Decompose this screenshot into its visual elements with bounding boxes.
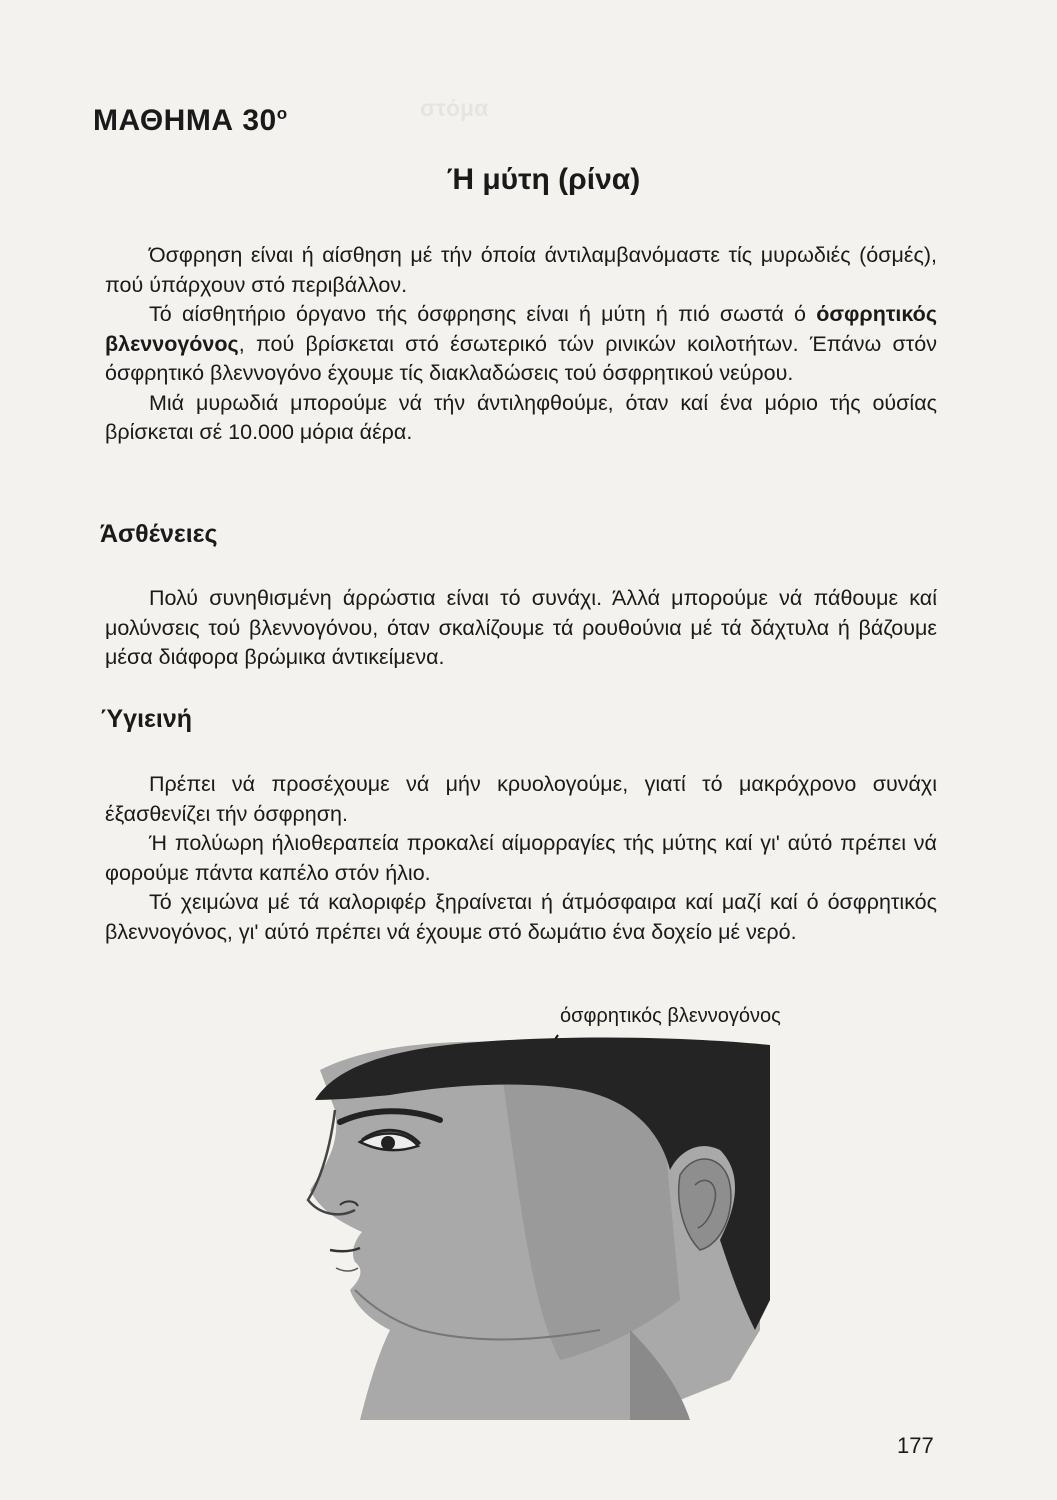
hygiene-paragraph-1: Πρέπει νά προσέχουμε νά μήν κρυολογούμε, γιατί τό μακρόχρονο συνάχι έξασθενίζει τήν όσφρηση.	[105, 772, 937, 826]
figure-label: όσφρητικός βλεννογόνος	[560, 1005, 781, 1027]
bleed-through-text: στόμα	[420, 95, 489, 121]
diseases-heading: Άσθένειες	[100, 520, 218, 548]
intro-p2-end: , πού βρίσκεται στό έσωτερικό τών ρινικών κοιλοτήτων. Έπάνω στόν όσφρητικό βλεννογόνο έχουμε τίς διακλαδώσεις τού όσφρητικού νεύρου.	[105, 331, 937, 385]
page-number: 177	[897, 1433, 934, 1458]
hygiene-heading: Ύγιεινή	[100, 705, 193, 733]
mouth	[330, 1248, 360, 1251]
diseases-paragraph-1: Πολύ συνηθισμένη άρρώστια είναι τό συνάχι. Άλλά μπορούμε νά πάθουμε καί μολύνσεις τού βλεννογόνου, όταν σκαλίζουμε τά ρουθούνια μέ τά δάχτυλα ή βάζουμε μέσα διάφορα βρώμικα άντικείμενα.	[105, 586, 937, 669]
intro-paragraph-3: Μιά μυρωδιά μπορούμε νά τήν άντιληφθούμε, όταν καί ένα μόριο τής ούσίας βρίσκεται σέ 10.000 μόρια άέρα.	[105, 390, 937, 444]
diseases-section	[105, 584, 937, 673]
intro-p2-bold-term: όσφρητικός βλεννογόνος	[105, 302, 937, 356]
intro-p2-start: Τό αίσθητήριο όργανο τής όσφρησης είναι ή μύτη ή πιό σωστά ό	[149, 302, 817, 326]
hygiene-paragraph-3: Τό χειμώνα μέ τά καλοριφέρ ξηραίνεται ή άτμόσφαιρα καί μαζί καί ό όσφρητικός βλεννογόνος, γι' αύτό πρέπει νά έχουμε στό δωμάτιο ένα δοχείο μέ νερό.	[105, 890, 937, 944]
intro-paragraph-1: Όσφρηση είναι ή αίσθηση μέ τήν όποία άντιλαμβανόμαστε τίς μυρωδιές (όσμές), πού ύπάρχουν στό περιβάλλον.	[105, 243, 937, 297]
intro-section	[105, 241, 937, 448]
hygiene-section	[105, 770, 937, 947]
hygiene-paragraph-2: Ή πολύωρη ήλιοθεραπεία προκαλεί αίμορραγίες τής μύτης καί γι' αύτό πρέπει νά φορούμε πάντα καπέλο στόν ήλιο.	[105, 831, 937, 885]
head-profile-illustration	[300, 1000, 860, 1420]
lesson-title-text: ΜΑΘΗΜΑ 30	[93, 104, 277, 137]
intro-paragraph-2	[105, 300, 937, 389]
lesson-title	[93, 104, 288, 138]
lesson-title-superscript: ο	[276, 104, 288, 123]
chapter-title: Ή μύτη (ρίνα)	[446, 163, 641, 196]
